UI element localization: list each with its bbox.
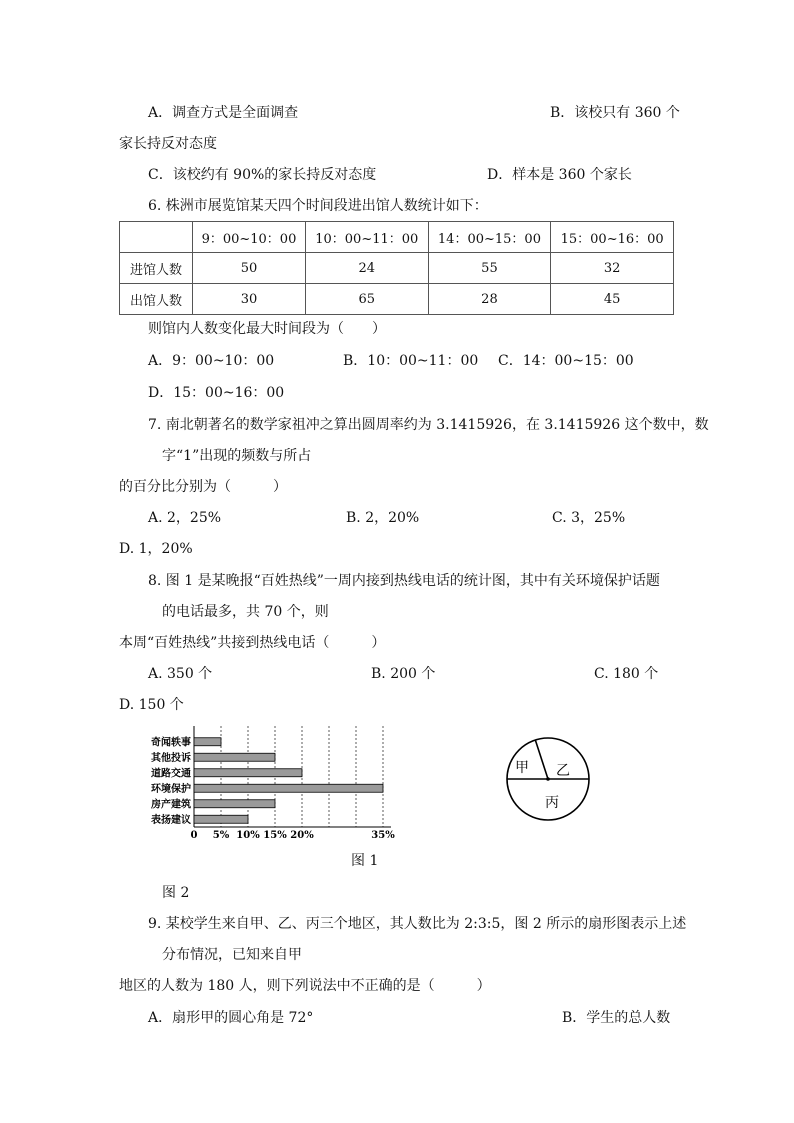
category-label: 道路交通 xyxy=(151,768,191,780)
q7-option-c: C. 3，25% xyxy=(552,510,626,526)
tick-label: 20% xyxy=(290,830,314,841)
q8-option-a: A. 350 个 xyxy=(148,666,213,682)
q6-option-d: D．15：00~16：00 xyxy=(148,385,285,401)
q6-option-c: C．14：00~15：00 xyxy=(498,353,634,369)
q8-stem-line1: 8. 图 1 是某晚报“百姓热线”一周内接到热线电话的统计图，其中有关环境保护话题 xyxy=(148,573,660,589)
q6-table xyxy=(119,221,674,315)
category-label: 奇闻轶事 xyxy=(151,737,191,749)
table-header-cell xyxy=(120,222,193,253)
q9-option-a: A．扇形甲的圆心角是 72° xyxy=(148,1010,314,1026)
sector-label: 丙 xyxy=(545,795,559,811)
q6-option-b: B．10：00~11：00 xyxy=(343,353,479,369)
tick-label: 35% xyxy=(371,830,395,841)
table-cell: 24 xyxy=(305,253,428,284)
table-cell: 45 xyxy=(551,284,674,315)
bar xyxy=(194,753,275,761)
table-header-cell: 10：00~11：00 xyxy=(305,222,428,253)
bar xyxy=(194,738,221,746)
q9-stem-line3: 地区的人数为 180 人，则下列说法中不正确的是（ ） xyxy=(119,978,491,994)
tick-label: 15% xyxy=(263,830,287,841)
q8-option-d: D. 150 个 xyxy=(119,697,184,713)
figure-1-caption: 图 1 xyxy=(351,853,379,869)
table-header-cell: 9：00~10：00 xyxy=(193,222,306,253)
q8-stem-line2: 的电话最多，共 70 个，则 xyxy=(162,604,329,620)
q9-stem-line2: 分布情况，已知来自甲 xyxy=(162,947,302,963)
row-label: 出馆人数 xyxy=(120,284,193,315)
bar xyxy=(194,800,275,808)
q7-option-a: A. 2，25% xyxy=(148,510,222,526)
table-header-row xyxy=(120,222,674,253)
q9-stem-line1: 9. 某校学生来自甲、乙、丙三个地区，其人数比为 2:3:5，图 2 所示的扇形图表示上述 xyxy=(148,916,687,932)
q6-question: 则馆内人数变化最大时间段为（ ） xyxy=(148,321,386,337)
figure-2-caption: 图 2 xyxy=(162,885,190,901)
q6-stem: 6. 株洲市展览馆某天四个时间段进出馆人数统计如下： xyxy=(148,198,488,214)
tick-label: 10% xyxy=(236,830,260,841)
q5-option-c: C．该校约有 90%的家长持反对态度 xyxy=(148,167,377,183)
q5-option-d: D．样本是 360 个家长 xyxy=(487,167,632,183)
q7-stem-line3: 的百分比分别为（ ） xyxy=(119,479,287,495)
q7-option-b: B. 2，20% xyxy=(346,510,420,526)
table-cell: 65 xyxy=(305,284,428,315)
q8-option-c: C. 180 个 xyxy=(594,666,659,682)
table-cell: 32 xyxy=(551,253,674,284)
table-header-cell: 14：00~15：00 xyxy=(428,222,551,253)
tick-label: 5% xyxy=(212,830,230,841)
bar xyxy=(194,784,383,792)
q6-option-a: A．9：00~10：00 xyxy=(148,353,275,369)
table-row xyxy=(120,253,674,284)
q8-stem-line3: 本周“百姓热线”共接到热线电话（ ） xyxy=(119,635,386,651)
bar xyxy=(194,769,302,777)
pie-center-dot xyxy=(546,777,550,781)
hotline-bar-chart xyxy=(140,722,410,846)
q5-option-b-continued: 家长持反对态度 xyxy=(119,136,217,152)
category-label: 其他投诉 xyxy=(151,752,191,764)
q7-stem-line1: 7. 南北朝著名的数学家祖冲之算出圆周率约为 3.1415926，在 3.1415926 这个数中，数 xyxy=(148,417,709,433)
category-label: 房产建筑 xyxy=(151,799,191,811)
row-label: 进馆人数 xyxy=(120,253,193,284)
q9-option-b: B．学生的总人数 xyxy=(562,1010,671,1026)
category-label: 环境保护 xyxy=(151,783,191,795)
region-pie-chart xyxy=(505,735,601,831)
sector-label: 甲 xyxy=(515,760,529,776)
q5-option-a: A．调查方式是全面调查 xyxy=(148,105,299,121)
table-row xyxy=(120,284,674,315)
q7-option-d: D. 1，20% xyxy=(119,541,193,557)
table-cell: 50 xyxy=(193,253,306,284)
sector-label: 乙 xyxy=(556,763,570,779)
category-label: 表扬建议 xyxy=(151,814,191,826)
table-cell: 28 xyxy=(428,284,551,315)
table-header-cell: 15：00~16：00 xyxy=(551,222,674,253)
table-cell: 55 xyxy=(428,253,551,284)
q8-option-b: B. 200 个 xyxy=(371,666,436,682)
tick-label: 0 xyxy=(190,830,198,841)
table-cell: 30 xyxy=(193,284,306,315)
q7-stem-line2: 字“1”出现的频数与所占 xyxy=(162,448,312,464)
bar xyxy=(194,815,248,823)
q5-option-b: B．该校只有 360 个 xyxy=(550,105,680,121)
